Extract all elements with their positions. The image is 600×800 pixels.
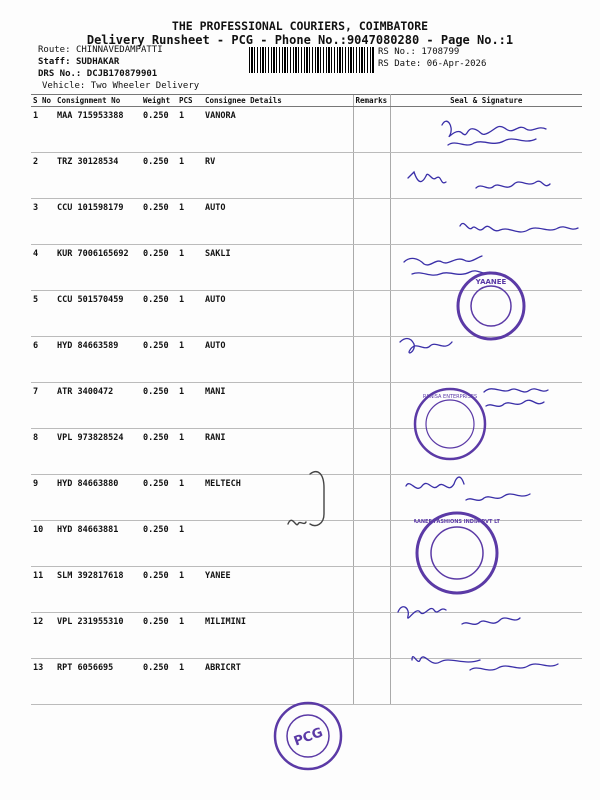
cell-sno: 5 [31, 291, 55, 337]
table-row [31, 153, 582, 199]
cell-seal-signature [390, 199, 582, 245]
col-consignee: Consignee Details [203, 95, 353, 107]
table-header-row [31, 95, 582, 107]
cell-remarks [353, 521, 390, 567]
cell-consignment: KUR 7006165692 [55, 245, 141, 291]
cell-consignment: CCU 101598179 [55, 199, 141, 245]
cell-sno: 11 [31, 567, 55, 613]
yaanee-stamp-1 [455, 270, 527, 346]
cell-consignee: AUTO [203, 337, 353, 383]
cell-sno: 13 [31, 659, 55, 705]
yaanee-stamp-2-text: YAANEE FASHIONS INDIA PVT LTD [414, 519, 500, 525]
cell-weight: 0.250 [141, 567, 177, 613]
table-row [31, 199, 582, 245]
rs-date-line [378, 59, 486, 69]
cell-weight: 0.250 [141, 521, 177, 567]
cell-pcs: 1 [177, 245, 203, 291]
pcg-stamp-text: PCG [291, 725, 326, 750]
route-value: CHINNAVEDAMPATTI [75, 45, 163, 55]
cell-weight: 0.250 [141, 659, 177, 705]
rs-date-value: 06-Apr-2026 [426, 59, 487, 69]
cell-consignee [203, 521, 353, 567]
route-label: Route: [38, 45, 71, 55]
cell-seal-signature [390, 659, 582, 705]
cell-consignee: MILIMINI [203, 613, 353, 659]
cell-remarks [353, 429, 390, 475]
drs-label: DRS No.: [38, 69, 82, 79]
cell-consignee: YANEE [203, 567, 353, 613]
cell-remarks [353, 567, 390, 613]
cell-pcs: 1 [177, 383, 203, 429]
col-pcs: PCS [177, 95, 203, 107]
cell-pcs: 1 [177, 613, 203, 659]
cell-weight: 0.250 [141, 383, 177, 429]
cell-consignment: CCU 501570459 [55, 291, 141, 337]
barcode [249, 47, 374, 73]
col-seal: Seal & Signature [390, 95, 582, 107]
cell-consignment: ATR 3400472 [55, 383, 141, 429]
cell-weight: 0.250 [141, 107, 177, 153]
rs-date-label: RS Date: [378, 59, 422, 69]
cell-pcs: 1 [177, 429, 203, 475]
staff-line [38, 57, 119, 67]
company-title: THE PROFESSIONAL COURIERS, COIMBATORE [171, 19, 429, 33]
cell-sno: 8 [31, 429, 55, 475]
cell-consignee: AUTO [203, 199, 353, 245]
cell-consignee: MELTECH [203, 475, 353, 521]
cell-consignment: RPT 6056695 [55, 659, 141, 705]
staff-value: SUDHAKAR [75, 57, 120, 67]
cell-pcs: 1 [177, 107, 203, 153]
cell-consignment: VPL 973828524 [55, 429, 141, 475]
cell-seal-signature [390, 153, 582, 199]
drs-value: DCJB170879901 [86, 69, 158, 79]
table-row [31, 107, 582, 153]
cell-weight: 0.250 [141, 153, 177, 199]
cell-pcs: 1 [177, 475, 203, 521]
cell-pcs: 1 [177, 153, 203, 199]
cell-weight: 0.250 [141, 613, 177, 659]
cell-consignee: VANORA [203, 107, 353, 153]
cell-seal-signature [390, 107, 582, 153]
cell-remarks [353, 153, 390, 199]
cell-weight: 0.250 [141, 245, 177, 291]
cell-pcs: 1 [177, 337, 203, 383]
staff-label: Staff: [38, 57, 71, 67]
cell-consignment: HYD 84663881 [55, 521, 141, 567]
cell-sno: 7 [31, 383, 55, 429]
cell-consignment: HYD 84663880 [55, 475, 141, 521]
cell-weight: 0.250 [141, 429, 177, 475]
cell-consignment: SLM 392817618 [55, 567, 141, 613]
col-weight: Weight [141, 95, 177, 107]
cell-weight: 0.250 [141, 291, 177, 337]
table-row [31, 429, 582, 475]
runsheet-table [31, 94, 582, 705]
cell-remarks [353, 475, 390, 521]
table-row [31, 383, 582, 429]
table-row [31, 613, 582, 659]
rs-no-value: 1708799 [421, 47, 460, 57]
cell-remarks [353, 383, 390, 429]
cell-consignment: MAA 715953388 [55, 107, 141, 153]
cell-consignment: HYD 84663589 [55, 337, 141, 383]
cell-remarks [353, 291, 390, 337]
cell-remarks [353, 107, 390, 153]
cell-seal-signature [390, 613, 582, 659]
table-row [31, 659, 582, 705]
rs-no-line [378, 47, 459, 57]
cell-weight: 0.250 [141, 475, 177, 521]
cell-weight: 0.250 [141, 199, 177, 245]
ranisa-stamp-text: RANISA ENTERPRISES [422, 394, 478, 400]
cell-pcs: 1 [177, 659, 203, 705]
cell-sno: 9 [31, 475, 55, 521]
route-line [38, 45, 163, 55]
drs-line [38, 69, 157, 79]
pcg-stamp [272, 700, 344, 776]
runsheet-subtitle: Delivery Runsheet - PCG - Phone No.:9047080280 - Page No.:1 [86, 33, 514, 47]
ranisa-stamp [412, 386, 488, 466]
col-consignment: Consignment No [55, 95, 141, 107]
cell-consignment: VPL 231955310 [55, 613, 141, 659]
cell-pcs: 1 [177, 567, 203, 613]
cell-sno: 12 [31, 613, 55, 659]
vehicle-value: Two Wheeler Delivery [90, 81, 200, 91]
cell-consignee: AUTO [203, 291, 353, 337]
rs-no-label: RS No.: [378, 47, 416, 57]
yaanee-stamp-1-text: YAANEE [475, 278, 507, 286]
cell-sno: 3 [31, 199, 55, 245]
cell-sno: 4 [31, 245, 55, 291]
cell-sno: 2 [31, 153, 55, 199]
cell-remarks [353, 613, 390, 659]
cell-consignee: SAKLI [203, 245, 353, 291]
col-sno: S No [31, 95, 55, 107]
cell-consignee: RV [203, 153, 353, 199]
yaanee-stamp-2 [414, 510, 500, 600]
cell-pcs: 1 [177, 521, 203, 567]
col-remarks: Remarks [353, 95, 390, 107]
cell-weight: 0.250 [141, 337, 177, 383]
cell-consignee: ABRICRT [203, 659, 353, 705]
cell-consignment: TRZ 30128534 [55, 153, 141, 199]
cell-remarks [353, 245, 390, 291]
cell-sno: 1 [31, 107, 55, 153]
cell-sno: 6 [31, 337, 55, 383]
cell-remarks [353, 337, 390, 383]
cell-remarks [353, 659, 390, 705]
vehicle-label: Vehicle: [42, 81, 86, 91]
cell-pcs: 1 [177, 291, 203, 337]
cell-remarks [353, 199, 390, 245]
cell-consignee: RANI [203, 429, 353, 475]
cell-sno: 10 [31, 521, 55, 567]
vehicle-line [42, 81, 199, 91]
cell-consignee: MANI [203, 383, 353, 429]
cell-pcs: 1 [177, 199, 203, 245]
